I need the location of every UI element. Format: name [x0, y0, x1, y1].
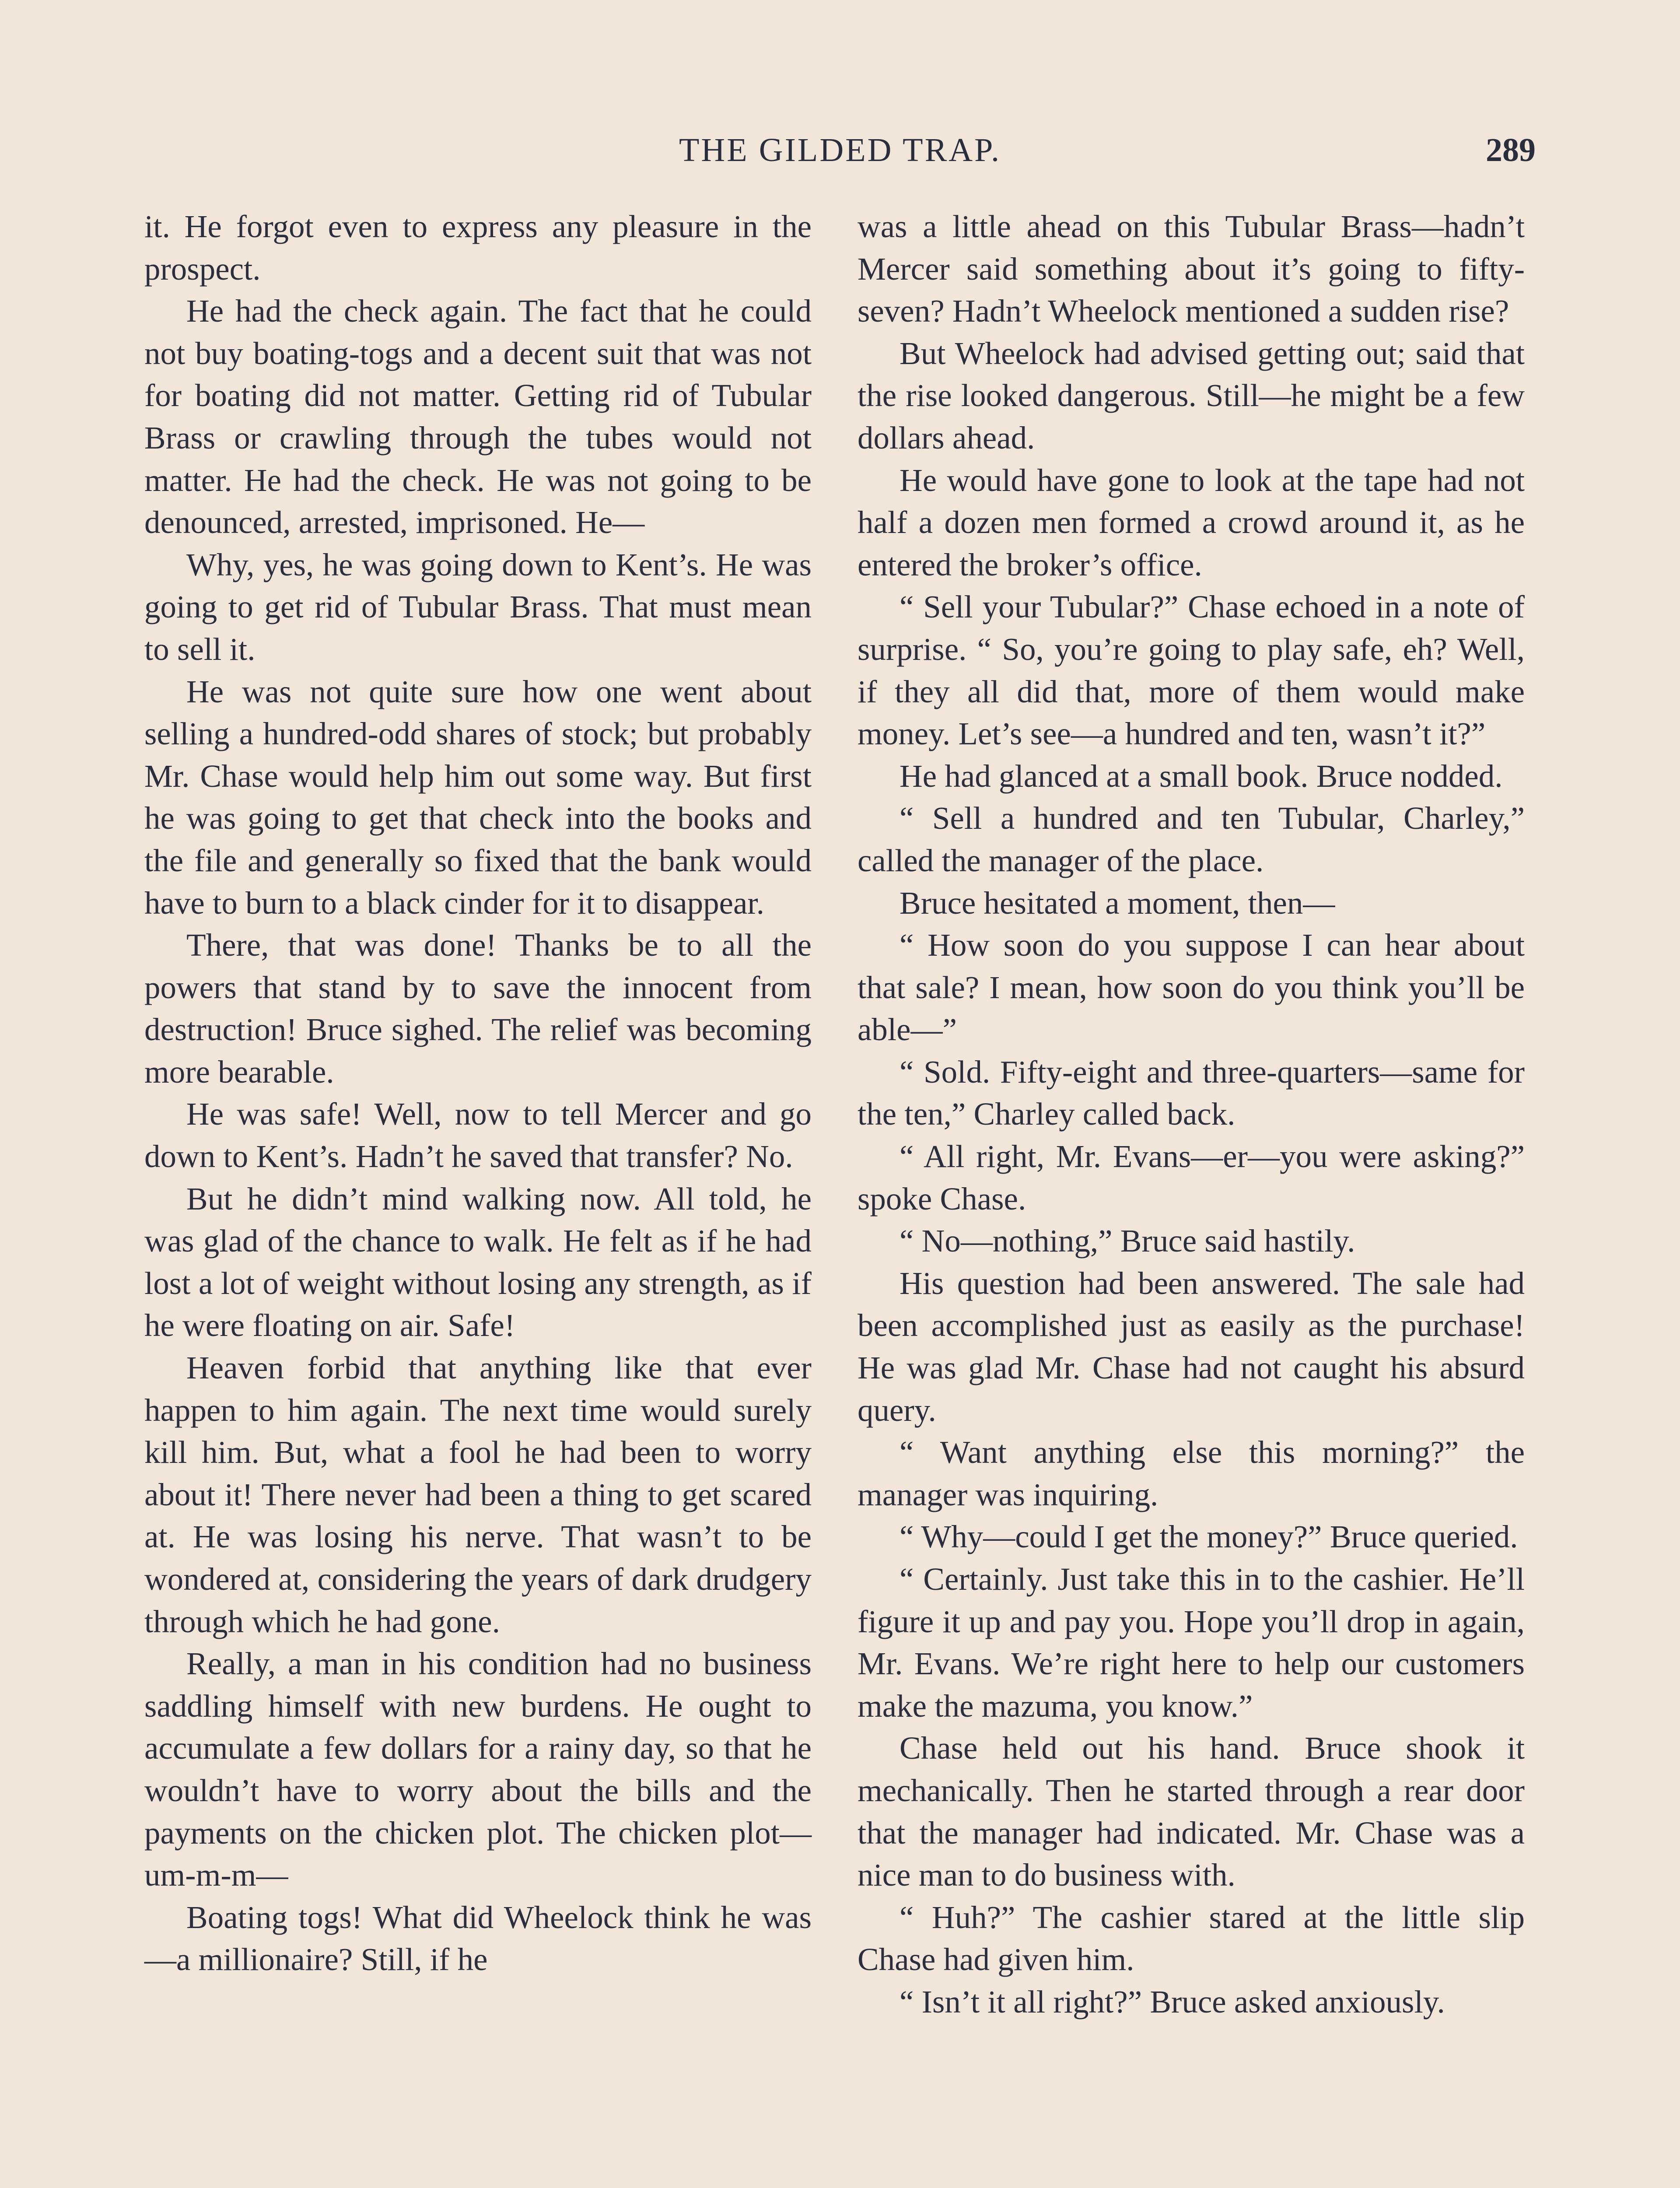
paragraph: “ How soon do you suppose I can hear about that sale? I mean, how soon do you think you’ll be able—”: [858, 927, 1525, 1048]
paragraph: “ Why—could I get the money?” Bruce queried.: [900, 1519, 1518, 1555]
paragraph: it. He forgot even to express any pleasure in the prospect.: [144, 209, 812, 287]
paragraph: “ Want anything else this morning?” the manager was inquiring.: [858, 1434, 1525, 1512]
page-number: 289: [1486, 132, 1536, 168]
paragraph: He was safe! Well, now to tell Mercer and go down to Kent’s. Hadn’t he saved that transfer? No.: [144, 1096, 812, 1175]
paragraph: “ Huh?” The cashier stared at the little slip Chase had given him.: [858, 1899, 1525, 1978]
paragraph: “ All right, Mr. Evans—er—you were asking?” spoke Chase.: [858, 1139, 1525, 1217]
paragraph: “ Certainly. Just take this in to the cashier. He’ll figure it up and pay you. Hope you’ll drop in again, Mr. Evans. We’re right here to help our customers make the mazuma, you know.”: [858, 1561, 1525, 1724]
paragraph: Really, a man in his condition had no business saddling himself with new burdens. He ought to accumulate a few dollars for a rainy day, so that he wouldn’t have to worry about the bills and the payments on the chicken plot. The chicken plot—um-m-m—: [144, 1646, 812, 1893]
paragraph: He had glanced at a small book. Bruce nodded.: [900, 758, 1503, 794]
paragraph: Chase held out his hand. Bruce shook it mechanically. Then he started through a rear door that the manager had indicated. Mr. Chase was a nice man to do business with.: [858, 1730, 1525, 1893]
paragraph: Bruce hesitated a moment, then—: [900, 885, 1335, 921]
paragraph: Heaven forbid that anything like that ever happen to him again. The next time would surely kill him. But, what a fool he had been to worry about it! There never had been a thing to get scared at. He was losing his nerve. That wasn’t to be wondered at, considering the years of dark drudgery through which he had gone.: [144, 1350, 812, 1639]
paragraph: “ No—nothing,” Bruce said hastily.: [900, 1223, 1355, 1259]
running-header: [144, 131, 1536, 179]
paragraph: Why, yes, he was going down to Kent’s. He was going to get rid of Tubular Brass. That must mean to sell it.: [144, 547, 812, 667]
right-text-column: [858, 206, 1525, 2023]
paragraph: But Wheelock had advised getting out; said that the rise looked dangerous. Still—he might be a few dollars ahead.: [858, 335, 1525, 456]
page-title: THE GILDED TRAP.: [679, 132, 1001, 168]
paragraph: But he didn’t mind walking now. All told, he was glad of the chance to walk. He felt as if he had lost a lot of weight without losing any strength, as if he were floating on air. Safe!: [144, 1181, 812, 1343]
paragraph: “ Sell your Tubular?” Chase echoed in a note of surprise. “ So, you’re going to play safe, eh? Well, if they all did that, more of them would make money. Let’s see—a hundred and ten, wasn’t it?”: [858, 589, 1525, 752]
paragraph: His question had been answered. The sale had been accomplished just as easily as the purchase! He was glad Mr. Chase had not caught his absurd query.: [858, 1265, 1525, 1428]
paragraph: “ Sold. Fifty-eight and three-quarters—same for the ten,” Charley called back.: [858, 1054, 1525, 1132]
paragraph: was a little ahead on this Tubular Brass—hadn’t Mercer said something about it’s going to fifty-seven? Hadn’t Wheelock mentioned a sudden rise?: [858, 209, 1525, 329]
paragraph: “ Sell a hundred and ten Tubular, Charley,” called the manager of the place.: [858, 800, 1525, 878]
paragraph: He had the check again. The fact that he could not buy boating-togs and a decent suit that was not for boating did not matter. Getting rid of Tubular Brass or crawling through the tubes would not matter. He had the check. He was not going to be denounced, arrested, imprisoned. He—: [144, 293, 812, 540]
paragraph: He would have gone to look at the tape had not half a dozen men formed a crowd around it, as he entered the broker’s office.: [858, 462, 1525, 582]
paragraph: He was not quite sure how one went about selling a hundred-odd shares of stock; but probably Mr. Chase would help him out some way. But first he was going to get that check into the books and the file and generally so fixed that the bank would have to burn to a black cinder for it to disappear.: [144, 673, 812, 921]
paragraph: “ Isn’t it all right?” Bruce asked anxiously.: [900, 1984, 1445, 2020]
paragraph: Boating togs! What did Wheelock think he was—a millionaire? Still, if he: [144, 1899, 812, 1978]
paragraph: There, that was done! Thanks be to all the powers that stand by to save the innocent from destruction! Bruce sighed. The relief was becoming more bearable.: [144, 927, 812, 1090]
left-text-column: [144, 206, 812, 1981]
